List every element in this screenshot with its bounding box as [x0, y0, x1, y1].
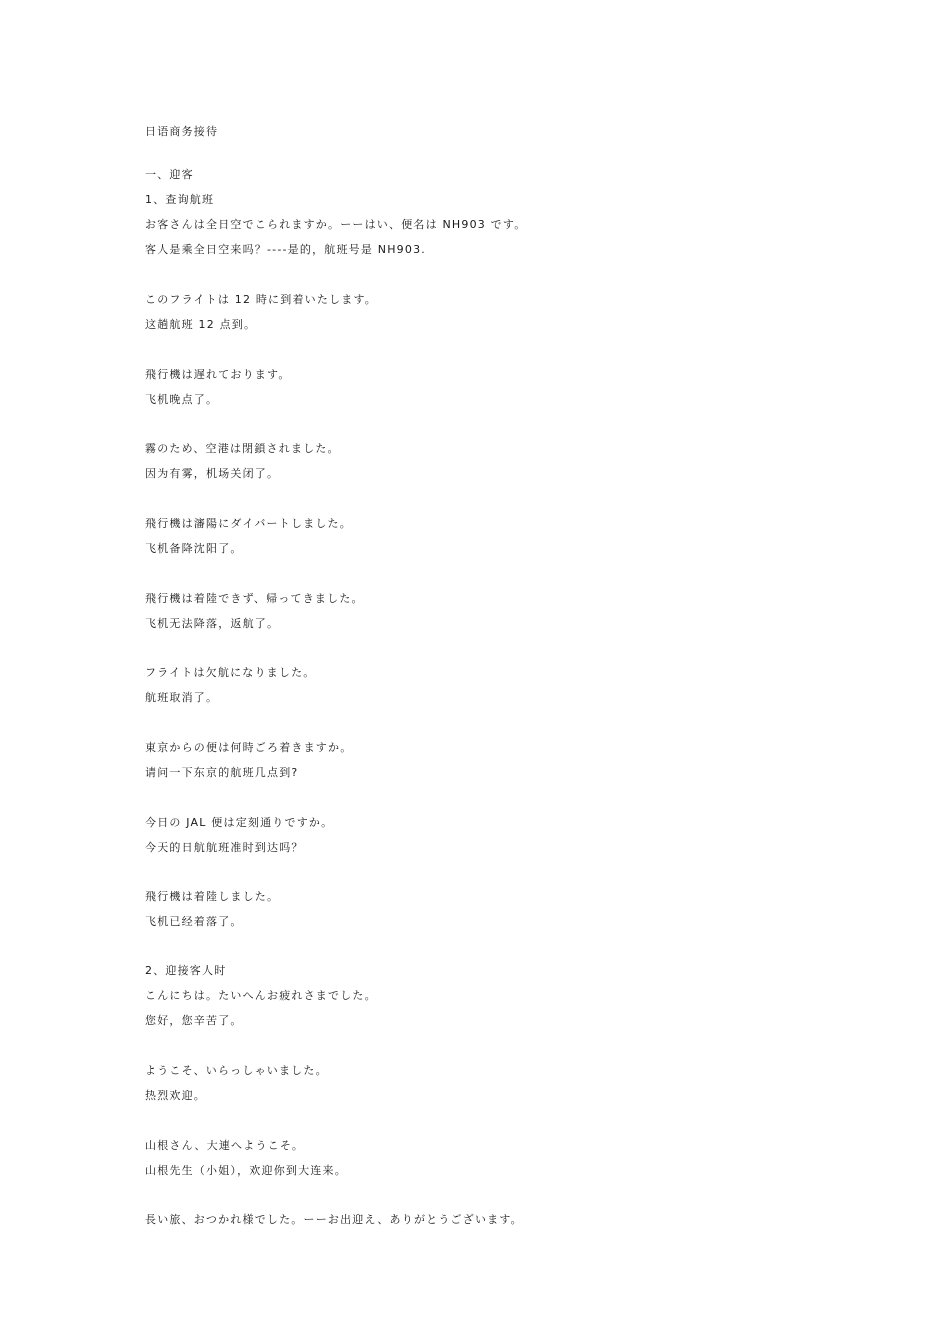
chinese-translation: 山根先生（小姐），欢迎你到大连来。: [145, 1164, 347, 1177]
japanese-sentence: 東京からの便は何時ごろ着きますか。: [145, 741, 353, 754]
japanese-sentence: このフライトは 12 時に到着いたします。: [145, 293, 377, 306]
chinese-translation: 飞机已经着落了。: [145, 915, 243, 928]
chinese-translation: 请问一下东京的航班几点到?: [145, 766, 299, 779]
section-heading: 一、迎客: [145, 168, 194, 181]
japanese-sentence: 飛行機は瀋陽にダイバートしました。: [145, 517, 352, 530]
subsection-heading: 2、迎接客人时: [145, 964, 227, 977]
japanese-sentence: ようこそ、いらっしゃいました。: [145, 1064, 328, 1077]
chinese-translation: 客人是乘全日空来吗？----是的，航班号是 NH903.: [145, 243, 426, 256]
chinese-translation: 因为有雾，机场关闭了。: [145, 467, 280, 480]
chinese-translation: 今天的日航航班准时到达吗？: [145, 841, 304, 854]
japanese-sentence: お客さんは全日空でこられますか。ーーはい、便名は NH903 です。: [145, 218, 527, 231]
chinese-translation: 这趟航班 12 点到。: [145, 318, 257, 331]
japanese-sentence: 今日の JAL 便は定刻通りですか。: [145, 816, 334, 829]
japanese-sentence: フライトは欠航になりました。: [145, 666, 316, 679]
japanese-sentence: 長い旅、おつかれ様でした。ーーお出迎え、ありがとうございます。: [145, 1213, 523, 1226]
chinese-translation: 航班取消了。: [145, 691, 219, 704]
chinese-translation: 飞机晚点了。: [145, 393, 219, 406]
subsection-heading: 1、查询航班: [145, 193, 215, 206]
japanese-sentence: 飛行機は遅れております。: [145, 368, 291, 381]
document-title: 日语商务接待: [145, 125, 219, 138]
japanese-sentence: 霧のため、空港は閉鎖されました。: [145, 442, 340, 455]
chinese-translation: 热烈欢迎。: [145, 1089, 206, 1102]
japanese-sentence: 山根さん、大連へようこそ。: [145, 1139, 305, 1152]
chinese-translation: 飞机备降沈阳了。: [145, 542, 243, 555]
chinese-translation: 您好，您辛苦了。: [145, 1014, 243, 1027]
japanese-sentence: こんにちは。たいへんお疲れさまでした。: [145, 989, 377, 1002]
japanese-sentence: 飛行機は着陸しました。: [145, 890, 280, 903]
japanese-sentence: 飛行機は着陸できず、帰ってきました。: [145, 592, 364, 605]
chinese-translation: 飞机无法降落，返航了。: [145, 617, 280, 630]
